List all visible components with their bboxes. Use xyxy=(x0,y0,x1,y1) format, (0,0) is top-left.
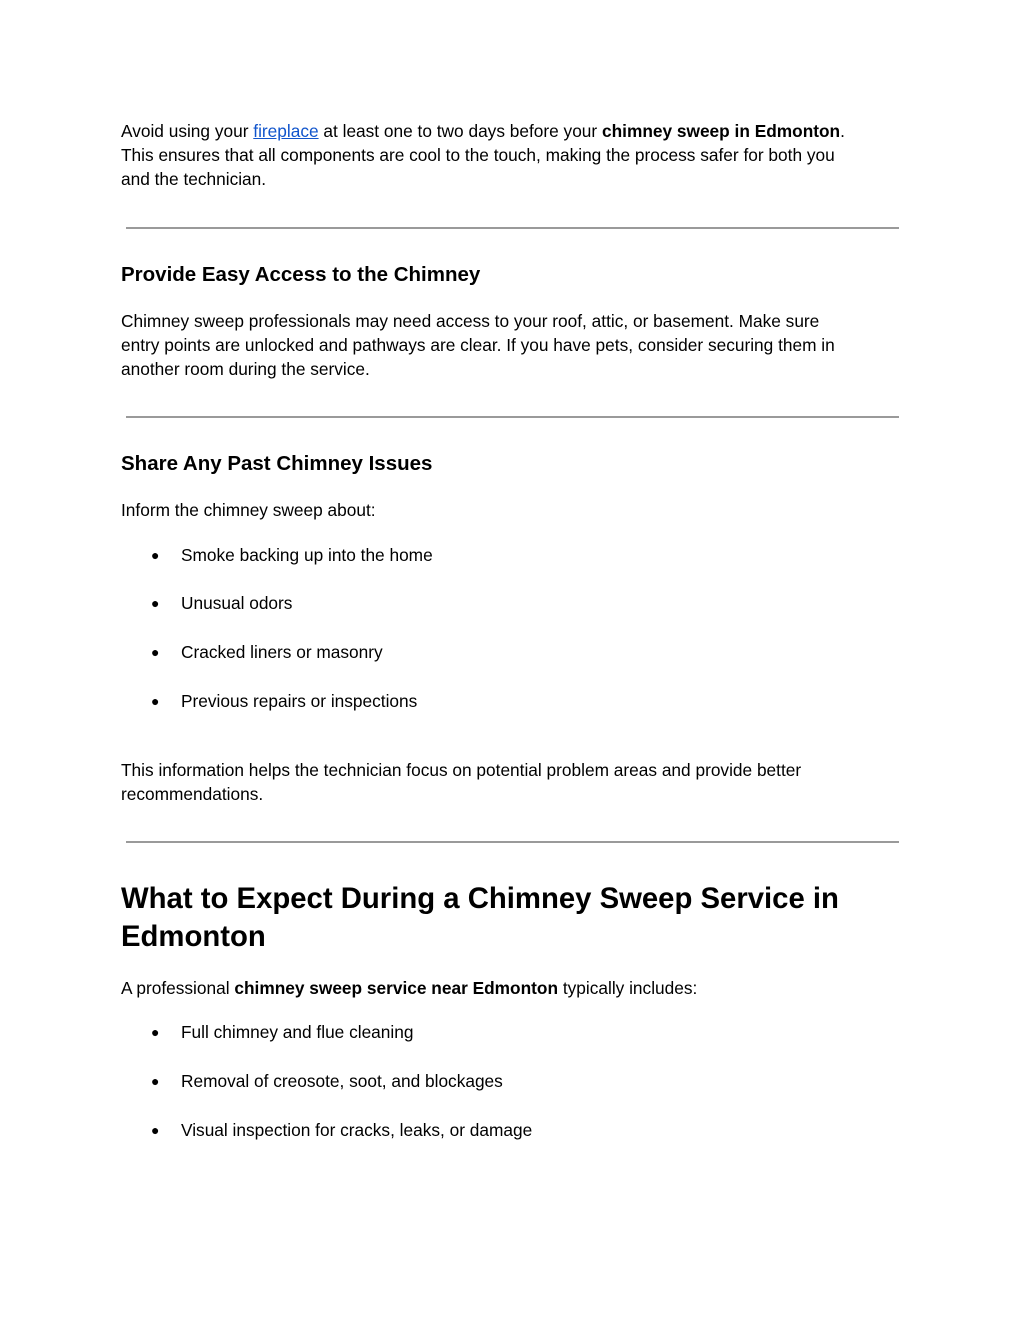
bullet-icon: ● xyxy=(151,595,160,611)
heading-easy-access: Provide Easy Access to the Chimney xyxy=(121,263,481,286)
past-issues-intro: Inform the chimney sweep about: xyxy=(121,500,376,520)
outro-line-2: recommendations. xyxy=(121,784,264,805)
intro-text-start: Avoid using your xyxy=(121,121,254,141)
intro-text-mid: at least one to two days before your xyxy=(318,121,602,141)
bullet-icon: ● xyxy=(151,644,160,660)
heading-line-1: What to Expect During a Chimney Sweep Service in xyxy=(121,882,839,915)
heading-past-issues: Share Any Past Chimney Issues xyxy=(121,452,433,475)
bullet-icon: ● xyxy=(151,693,160,709)
expect-intro-end: typically includes: xyxy=(558,978,698,998)
intro-bold-keyword: chimney sweep in Edmonton xyxy=(601,121,841,141)
intro-paragraph xyxy=(121,119,901,192)
heading-line-2: Edmonton xyxy=(121,920,266,953)
easy-access-line-3: another room during the service. xyxy=(121,359,370,380)
list-item-text: Full chimney and flue cleaning xyxy=(181,1022,414,1042)
bullet-icon: ● xyxy=(151,1122,160,1138)
expect-intro-start: A professional xyxy=(121,978,235,998)
intro-text-end: . xyxy=(840,121,845,141)
list-item-text: Previous repairs or inspections xyxy=(181,691,418,711)
heading-what-to-expect xyxy=(121,880,901,956)
list-item-text: Visual inspection for cracks, leaks, or damage xyxy=(181,1120,533,1140)
bullet-icon: ● xyxy=(151,1024,160,1040)
intro-line-2: This ensures that all components are cool to the touch, making the process safer for both you xyxy=(121,145,835,166)
easy-access-line-1: Chimney sweep professionals may need access to your roof, attic, or basement. Make sure xyxy=(121,311,820,331)
list-item-text: Unusual odors xyxy=(181,593,293,613)
divider-3 xyxy=(126,841,899,843)
intro-line-3: and the technician. xyxy=(121,169,267,190)
bullet-icon: ● xyxy=(151,547,160,563)
bullet-icon: ● xyxy=(151,1073,160,1089)
past-issues-outro xyxy=(121,758,901,806)
expect-intro-bold: chimney sweep service near Edmonton xyxy=(234,978,559,998)
list-item-text: Removal of creosote, soot, and blockages xyxy=(181,1071,503,1091)
fireplace-link[interactable]: fireplace xyxy=(253,121,319,141)
divider-2 xyxy=(126,416,899,418)
list-item-text: Cracked liners or masonry xyxy=(181,642,383,662)
expect-intro xyxy=(121,976,901,1000)
divider-1 xyxy=(126,227,899,229)
list-item-text: Smoke backing up into the home xyxy=(181,545,433,565)
easy-access-line-2: entry points are unlocked and pathways are clear. If you have pets, consider securing them in xyxy=(121,335,835,356)
outro-line-1: This information helps the technician focus on potential problem areas and provide better xyxy=(121,760,802,780)
easy-access-paragraph xyxy=(121,309,901,382)
